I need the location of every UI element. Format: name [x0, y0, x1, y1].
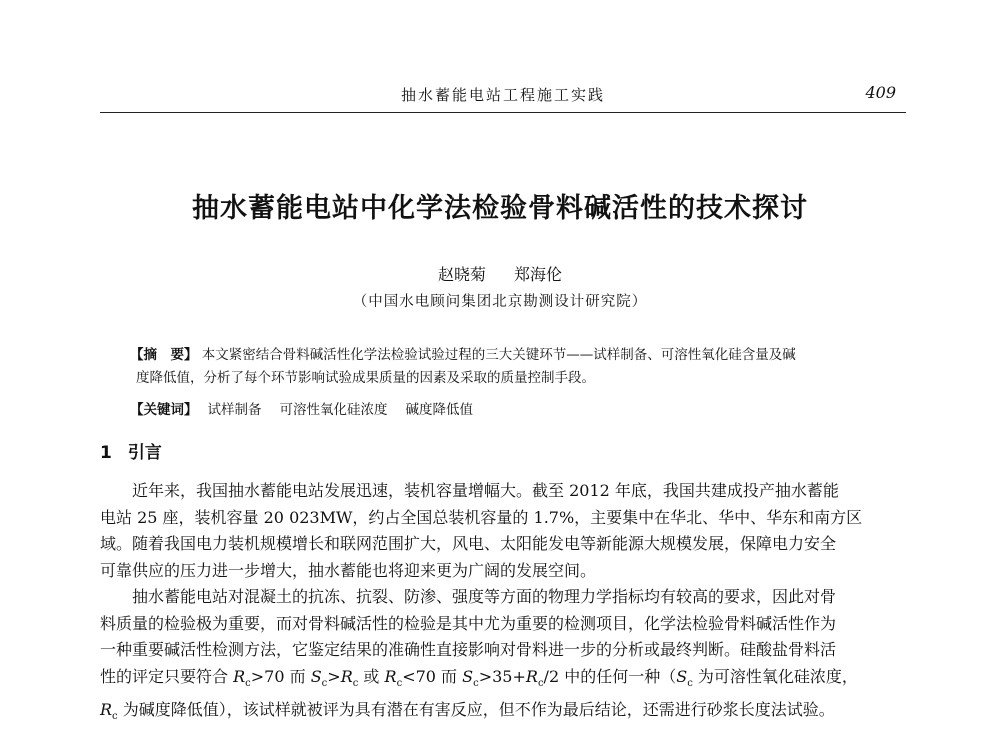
abstract-text: 本文紧密结合骨料碱活性化学法检验试验过程的三大关键环节——试样制备、可溶性氧化硅含量及碱 [201, 347, 796, 363]
keyword: 可溶性氧化硅浓度 [279, 402, 388, 418]
text-line: 电站 25 座，装机容量 20 023MW，约占全国总装机容量的 1.7%，主要集中在华北、华中、华东和南方区 [100, 507, 863, 527]
subscript: c [396, 677, 403, 689]
page-number: 409 [865, 83, 896, 102]
text-segment: >70 而 [250, 666, 311, 686]
keywords [130, 399, 890, 421]
text-line: 近年来，我国抽水蓄能电站发展迅速，装机容量增幅大。截至 2012 年底，我国共建成投产抽水蓄能 [132, 481, 839, 500]
variable: R [525, 666, 538, 686]
subscript: c [473, 677, 479, 689]
author-name: 郑海伦 [514, 265, 563, 284]
paragraph [100, 584, 906, 731]
text-line: 可靠供应的压力进一步增大，抽水蓄能也将迎来更为广阔的发展空间。 [100, 560, 597, 580]
running-head [100, 84, 906, 108]
article-title: 抽水蓄能电站中化学法检验骨料碱活性的技术探讨 [192, 193, 808, 224]
text-segment: 或 [358, 666, 385, 686]
text-line [100, 697, 906, 731]
text-segment: 为碱度降低值），该试样就被评为具有潜在有害反应，但不作为最后结论，还需进行砂浆长度法试验。 [117, 700, 835, 720]
text-segment: > [327, 666, 341, 686]
author-list [0, 262, 1000, 285]
variable: S [310, 666, 322, 686]
section-title: 引言 [127, 443, 162, 463]
section-number: 1 [100, 443, 112, 463]
variable: R [340, 666, 353, 686]
keyword: 试样制备 [207, 402, 262, 418]
text-segment: /2 中的任何一种（ [543, 666, 677, 686]
header-rule [100, 112, 906, 113]
text-line: 料质量的检验极为重要，而对骨料碱活性的检验是其中尤为重要的检测项目，化学法检验骨料碱活性作为 [100, 613, 837, 633]
abstract [130, 344, 890, 390]
text-line: 抽水蓄能电站对混凝土的抗冻、抗裂、防渗、强度等方面的物理力学指标均有较高的要求，因此对骨 [132, 587, 837, 606]
variable: R [100, 700, 113, 720]
variable: S [462, 666, 474, 686]
text-line [100, 664, 906, 698]
subscript: c [687, 677, 693, 689]
body-text [100, 478, 906, 731]
abstract-label: 【摘 要】 [130, 347, 198, 363]
subscript: c [321, 677, 328, 689]
text-segment: 为可溶性氧化硅浓度， [692, 666, 858, 686]
subscript: c [245, 677, 251, 689]
subscript: c [352, 677, 359, 689]
text-segment: <70 而 [402, 666, 463, 686]
abstract-text: 度降低值，分析了每个环节影响试验成果质量的因素及采取的质量控制手段。 [136, 370, 595, 386]
subscript: c [537, 677, 544, 689]
running-title: 抽水蓄能电站工程施工实践 [400, 86, 605, 104]
variable: R [384, 666, 397, 686]
text-line: 一种重要碱活性检测方法，它鉴定结果的准确性直接影响对骨料进一步的分析或最终判断。硅酸盐骨料活 [100, 640, 837, 659]
affiliation: （中国水电顾问集团北京勘测设计研究院） [352, 294, 648, 310]
keyword: 碱度降低值 [405, 402, 473, 418]
section-heading [100, 438, 162, 463]
variable: S [676, 666, 688, 686]
text-segment: >35+ [478, 666, 526, 686]
text-line: 域。随着我国电力装机规模增长和联网范围扩大，风电、太阳能发电等新能源大规模发展，保障电力安全 [100, 534, 837, 553]
text-segment: 性的评定只要符合 [100, 666, 234, 686]
paragraph [100, 478, 906, 584]
author-name: 赵晓菊 [437, 265, 486, 284]
subscript: c [112, 711, 118, 723]
variable: R [233, 666, 246, 686]
keywords-label: 【关键词】 [130, 402, 198, 418]
